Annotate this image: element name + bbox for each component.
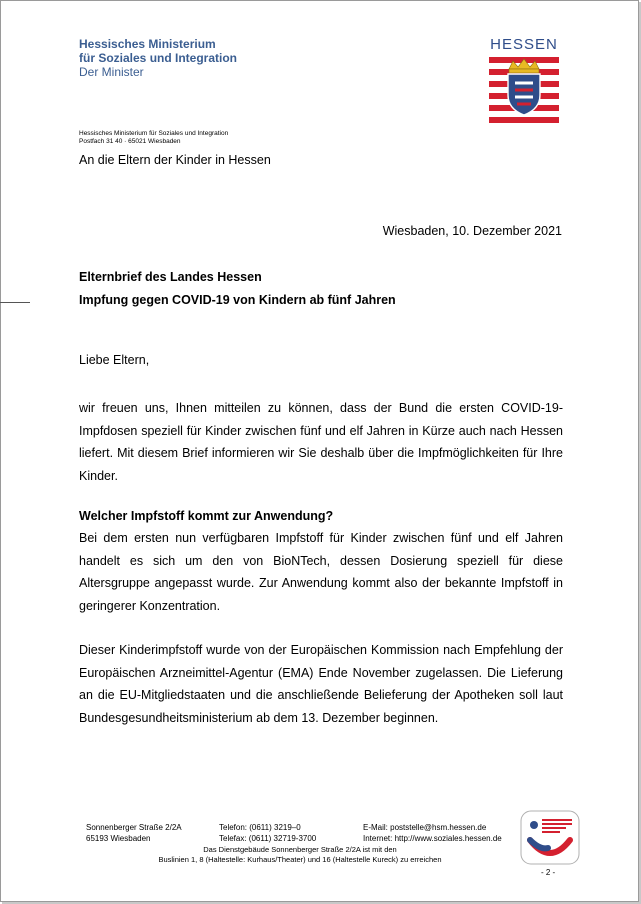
ministry-line-3: Der Minister xyxy=(79,65,144,79)
ministry-line-2: für Soziales und Integration xyxy=(79,51,238,65)
footer-address xyxy=(86,822,182,844)
sender-line-2: Postfach 31 40 · 65021 Wiesbaden xyxy=(79,138,181,145)
ministry-name xyxy=(79,37,237,79)
ministry-line-1: Hessisches Ministerium xyxy=(79,37,216,51)
sender-address xyxy=(79,130,228,146)
footer-address-line-2: 65193 Wiesbaden xyxy=(86,834,151,843)
footer-contact xyxy=(363,822,502,844)
subject-line-1: Elternbrief des Landes Hessen xyxy=(79,270,262,284)
footer-note-line-2: Buslinien 1, 8 (Haltestelle: Kurhaus/Theater) und 16 (Haltestelle Kureck) zu erreichen xyxy=(158,854,442,864)
letter-subject xyxy=(79,266,396,312)
footer-telephone: Telefon: (0611) 3219–0 xyxy=(219,823,301,832)
family-friendly-employer-logo-icon xyxy=(520,810,580,865)
footer-address-line-1: Sonnenberger Straße 2/2A xyxy=(86,823,182,832)
footer-note-line-1: Das Dienstgebäude Sonnenberger Straße 2/2A ist mit den xyxy=(203,845,397,854)
footer-email[interactable]: E-Mail: poststelle@hsm.hessen.de xyxy=(363,823,487,832)
sender-line-1: Hessisches Ministerium für Soziales und Integration xyxy=(79,130,229,137)
letter-date: Wiesbaden, 10. Dezember 2021 xyxy=(382,224,562,238)
hessen-coat-of-arms-icon xyxy=(489,57,559,127)
paragraph-approval: Dieser Kinderimpfstoff wurde von der Europäischen Kommission nach Empfehlung der Europäischen Arzneimittel-Agentur (EMA) Ende November zugelassen. Die Lieferung an die EU-Mitgliedstaaten und die anschließende Belieferung der Apotheken soll laut Bundesgesundheitsministerium ab dem 13. Dezember beginnen. xyxy=(79,643,563,725)
footer-phone xyxy=(219,822,316,844)
hessen-logo-text: HESSEN xyxy=(490,36,558,53)
fold-mark xyxy=(0,302,30,303)
footer-internet[interactable]: Internet: http://www.soziales.hessen.de xyxy=(363,834,502,843)
footer-telefax: Telefax: (0611) 32719-3700 xyxy=(219,834,317,843)
page-number: - 2 - xyxy=(541,868,556,877)
recipient: An die Eltern der Kinder in Hessen xyxy=(79,153,271,167)
paragraph-vaccine: Bei dem ersten nun verfügbaren Impfstoff für Kinder zwischen fünf und elf Jahren handelt es sich um den von BioNTech, dessen Dosierung speziell für diese Altersgruppe angepasst wurde. Zur Anwendung kommt also der bekannte Impfstoff in geringerer Konzentration. xyxy=(79,531,563,613)
section-heading-vaccine: Welcher Impfstoff kommt zur Anwendung? xyxy=(79,509,334,523)
subject-line-2: Impfung gegen COVID-19 von Kindern ab fünf Jahren xyxy=(79,293,396,307)
paragraph-intro: wir freuen uns, Ihnen mitteilen zu können, dass der Bund die ersten COVID-19-Impfdosen speziell für Kinder zwischen fünf und elf Jahren in Kürze auch nach Hessen liefert. Mit diesem Brief informieren wir Sie deshalb über die Impfmöglichkeiten für Ihre Kinder. xyxy=(79,401,563,483)
salutation: Liebe Eltern, xyxy=(79,353,150,367)
footer-transit-note xyxy=(80,845,520,864)
